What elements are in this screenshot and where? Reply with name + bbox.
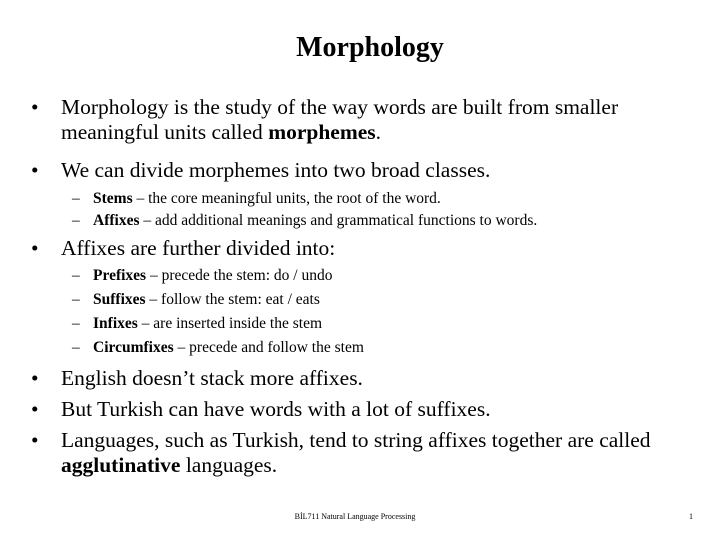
bullet-marker: • — [31, 428, 39, 452]
term-suffixes: Suffixes — [93, 291, 146, 308]
term-desc: – the core meaningful units, the root of the word. — [132, 190, 441, 207]
term-desc: – are inserted inside the stem — [137, 315, 323, 332]
sub-bullet-text — [93, 337, 692, 359]
bullet-english — [31, 366, 691, 391]
dash-marker: – — [72, 190, 80, 207]
bullet-affix-intro — [31, 236, 691, 261]
term-desc: – precede and follow the stem — [173, 339, 364, 356]
sub-bullet-text — [93, 313, 692, 335]
bullet-text-part: languages. — [180, 453, 278, 477]
bullet-text-part: Morphology is the study of the way words are built from smaller meaningful units called — [61, 95, 619, 144]
bullet-definition — [31, 95, 691, 145]
bullet-turkish — [31, 397, 691, 422]
dash-marker: – — [72, 291, 80, 308]
dash-marker: – — [72, 212, 80, 229]
bullet-marker: • — [31, 397, 39, 421]
bullet-text — [61, 428, 691, 478]
term-circumfixes: Circumfixes — [93, 339, 174, 356]
sub-bullet-stems — [72, 188, 692, 210]
sub-bullet-suffixes — [72, 289, 692, 311]
dash-marker: – — [72, 267, 80, 284]
term-morphemes: morphemes — [268, 120, 376, 144]
sub-bullet-text — [93, 265, 692, 287]
bullet-text: Affixes are further divided into: — [61, 236, 336, 260]
term-desc: – precede the stem: do / undo — [146, 267, 333, 284]
dash-marker: – — [72, 315, 80, 332]
bullet-text: But Turkish can have words with a lot of suffixes. — [61, 397, 491, 421]
term-stems: Stems — [93, 190, 133, 207]
sub-bullet-affixes — [72, 210, 692, 232]
sub-bullet-text — [93, 188, 692, 210]
term-prefixes: Prefixes — [93, 267, 147, 284]
sub-bullet-prefixes — [72, 265, 692, 287]
bullet-text — [61, 95, 691, 145]
term-desc: – add additional meanings and grammatical functions to words. — [139, 212, 538, 229]
sub-bullet-text — [93, 210, 692, 232]
bullet-marker: • — [31, 158, 39, 182]
bullet-text-part: . — [375, 120, 382, 144]
slide-title: Morphology — [296, 32, 444, 63]
term-desc: – follow the stem: eat / eats — [145, 291, 320, 308]
dash-marker: – — [72, 339, 80, 356]
bullet-classes — [31, 158, 691, 183]
bullet-marker: • — [31, 236, 39, 260]
sub-bullet-text — [93, 289, 692, 311]
bullet-text-part: Languages, such as Turkish, tend to string affixes together are called — [61, 428, 651, 452]
term-affixes: Affixes — [93, 212, 140, 229]
bullet-text: English doesn’t stack more affixes. — [61, 366, 363, 390]
bullet-marker: • — [31, 95, 39, 119]
page-number: 1 — [689, 512, 693, 521]
term-agglutinative: agglutinative — [61, 453, 181, 477]
term-infixes: Infixes — [93, 315, 138, 332]
bullet-marker: • — [31, 366, 39, 390]
bullet-text: We can divide morphemes into two broad classes. — [61, 158, 491, 182]
bullet-agglutinative — [31, 428, 691, 478]
slide-footer: BİL711 Natural Language Processing — [294, 512, 416, 521]
sub-bullet-circumfixes — [72, 337, 692, 359]
sub-bullet-infixes — [72, 313, 692, 335]
